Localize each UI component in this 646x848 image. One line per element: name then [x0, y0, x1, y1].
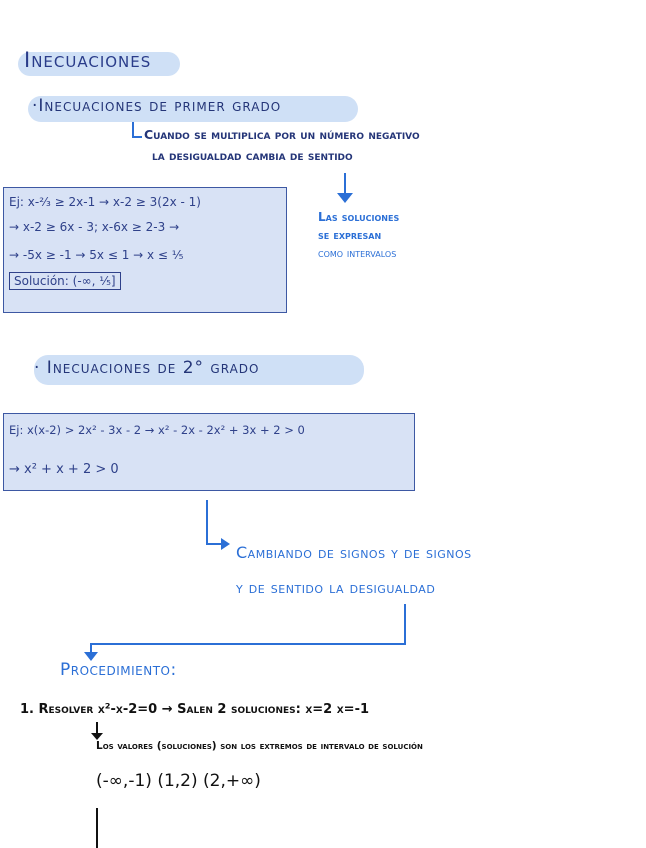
example1-line1: Ej: x-²⁄₃ ≥ 2x-1 → x-2 ≥ 3(2x - 1)	[9, 195, 201, 209]
section2-note-line2: y de sentido la desigualdad	[236, 578, 436, 597]
solutions-note-line1: Las soluciones	[318, 210, 400, 224]
section2-note-line1: Cambiando de signos y de signos	[236, 543, 472, 562]
example1-line3: → -5x ≥ -1 → 5x ≤ 1 → x ≤ ¹⁄₅	[9, 248, 184, 262]
solutions-note-line3: como intervalos	[318, 246, 397, 260]
procedure-intervals: (-∞,-1) (1,2) (2,+∞)	[96, 771, 261, 791]
procedure-step1-note: Los valores (soluciones) son los extremos de intervalo de solución	[96, 740, 423, 752]
procedure-heading: Procedimiento:	[60, 660, 177, 680]
example1-line4: Solución: (-∞, ¹⁄₅]	[9, 272, 121, 290]
bottom-vertical-line	[96, 808, 98, 848]
example2-line2: → x² + x + 2 > 0	[9, 462, 119, 477]
rule-note-line1: Cuando se multiplica por un número negativo	[144, 127, 420, 142]
example1-line2: → x-2 ≥ 6x - 3; x-6x ≥ 2-3 →	[9, 220, 180, 234]
step1-arrow-head	[91, 733, 103, 740]
l-arrow-vertical	[206, 500, 208, 544]
page-title: Inecuaciones	[24, 48, 152, 72]
connector-horizontal	[90, 643, 406, 645]
solutions-note-line2: se expresan	[318, 228, 382, 242]
l-arrow-head	[221, 538, 230, 550]
down-arrow-head	[337, 193, 353, 203]
connector-vertical	[404, 604, 406, 644]
section1-heading: ·Inecuaciones de primer grado	[32, 96, 282, 116]
rule-note-line2: la desigualdad cambia de sentido	[152, 148, 353, 163]
procedure-step1: 1. Resolver x²-x-2=0 → Salen 2 soluciones: x=2 x=-1	[20, 702, 370, 717]
example2-line1: Ej: x(x-2) > 2x² - 3x - 2 → x² - 2x - 2x² + 3x + 2 > 0	[9, 423, 305, 437]
hook-arrow-horizontal	[132, 136, 142, 138]
section2-heading: · Inecuaciones de 2° grado	[34, 358, 260, 378]
